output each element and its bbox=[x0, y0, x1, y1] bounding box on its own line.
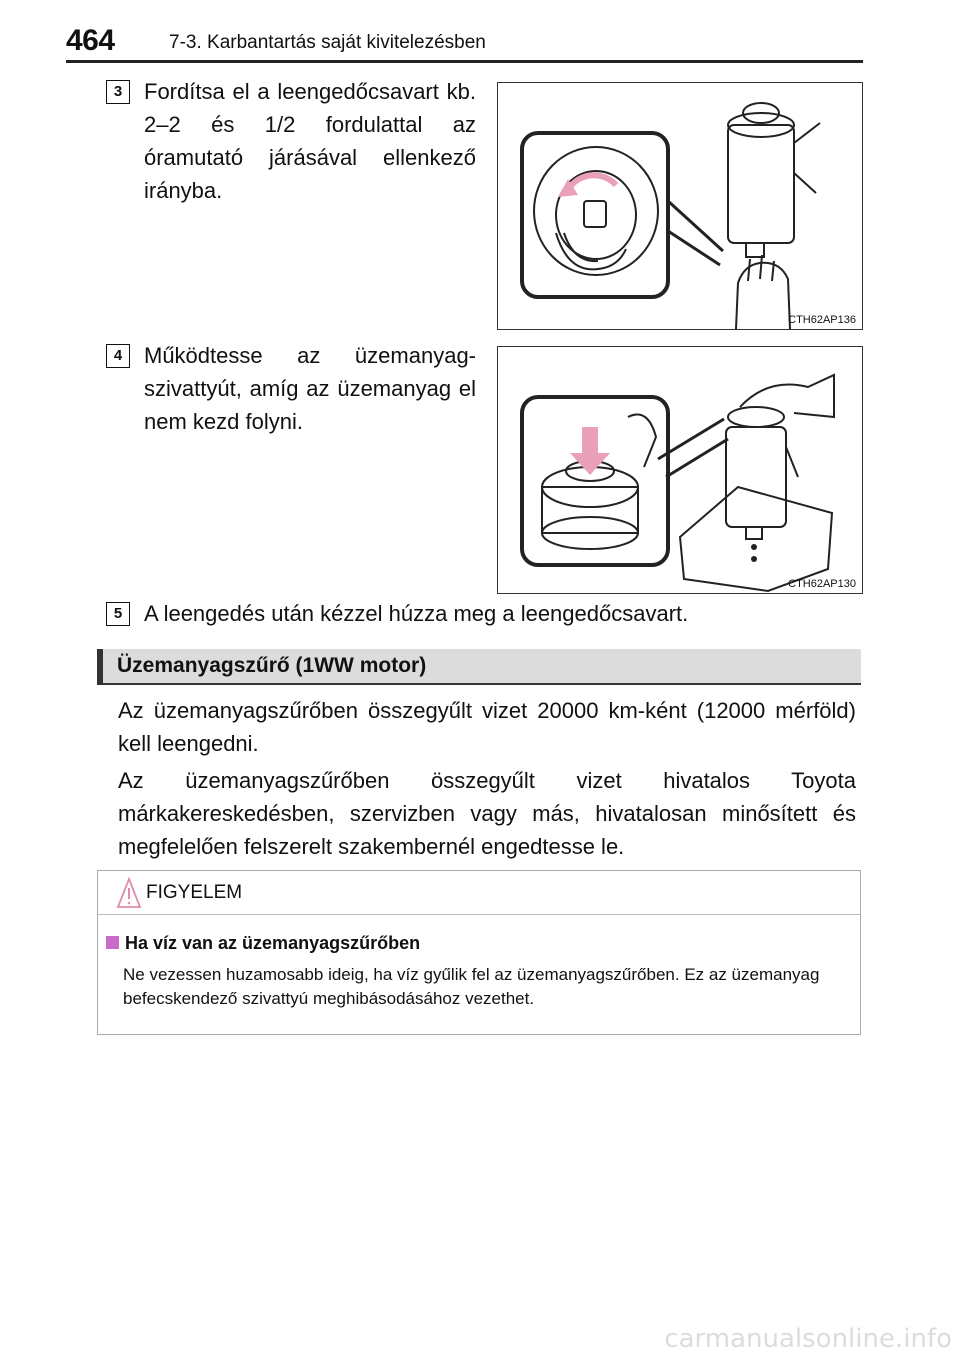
header-divider bbox=[66, 60, 863, 63]
chapter-title: 7-3. Karbantartás saját kivitelezésben bbox=[169, 32, 486, 53]
page-header bbox=[0, 0, 960, 66]
figure-code: CTH62AP136 bbox=[788, 314, 856, 326]
section-divider bbox=[97, 683, 861, 685]
figure-prime-fuel-pump bbox=[497, 346, 863, 594]
section-heading-bar bbox=[97, 649, 861, 683]
page-number: 464 bbox=[66, 24, 115, 57]
step-4-text: Működtesse az üzemanyag-szivattyút, amíg az üzemanyag el nem kezd folyni. bbox=[144, 343, 476, 434]
paragraph-interval: Az üzemanyagszűrőben összegyűlt vizet 20000 km-ként (12000 mérföld) kell leengedni. bbox=[118, 698, 856, 756]
section-title: Üzemanyagszűrő (1WW motor) bbox=[117, 654, 427, 677]
caution-body: Ne vezessen huzamosabb ideig, ha víz gyűlik fel az üzemanyagszűrőben. Ez az üzemanyag befecskendező szivattyú meghibásodásához vezethet. bbox=[123, 965, 820, 1008]
bullet-square-icon bbox=[106, 936, 119, 949]
step-5-badge: 5 bbox=[106, 602, 130, 626]
step-3-badge: 3 bbox=[106, 80, 130, 104]
step-4-badge: 4 bbox=[106, 344, 130, 368]
step-3-text: Fordítsa el a leengedőcsavart kb. 2–2 és 1/2 fordulattal az óramutató járásával ellenkező irányba. bbox=[144, 79, 476, 203]
caution-box bbox=[97, 870, 861, 1035]
drain-plug-illustration bbox=[498, 83, 862, 329]
fuel-pump-illustration bbox=[498, 347, 862, 593]
watermark: carmanualsonline.info bbox=[664, 1324, 952, 1354]
caution-subheading bbox=[106, 933, 420, 954]
warning-icon bbox=[116, 876, 142, 910]
caution-title: FIGYELEM bbox=[146, 882, 243, 903]
caution-header bbox=[98, 871, 860, 915]
figure-code: CTH62AP130 bbox=[788, 578, 856, 590]
caution-subheading-text: Ha víz van az üzemanyagszűrőben bbox=[125, 933, 421, 953]
step-5-text: A leengedés után kézzel húzza meg a leengedőcsavart. bbox=[144, 601, 689, 626]
figure-loosen-drain-plug bbox=[497, 82, 863, 330]
paragraph-service: Az üzemanyagszűrőben összegyűlt vizet hivatalos Toyota márkakereskedésben, szervizben vagy más, hivatalosan minősített és megfelelően felszerelt szakembernél engedtesse le. bbox=[118, 768, 856, 859]
